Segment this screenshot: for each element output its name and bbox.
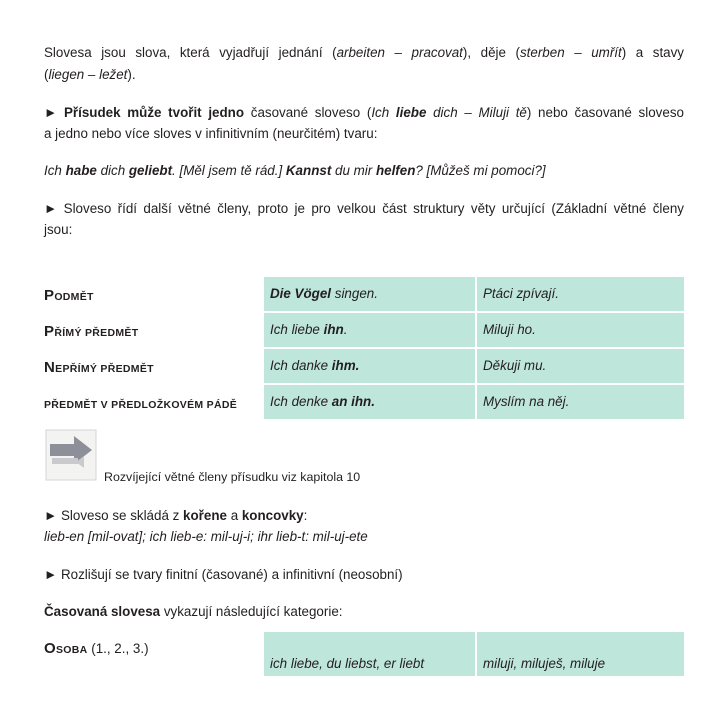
bold-text: ihn xyxy=(323,322,344,337)
text: ) a stavy xyxy=(621,45,684,60)
bold-text: ihm. xyxy=(331,358,360,373)
row-label xyxy=(44,287,94,304)
table-row-person xyxy=(44,632,684,676)
text: časované sloveso ( xyxy=(244,105,372,120)
text: . xyxy=(343,322,348,337)
text: : xyxy=(303,508,308,523)
row-label xyxy=(44,323,138,340)
text: Slovesa jsou slova, která vyjadřují jednání ( xyxy=(44,45,337,60)
bold-text: Přísudek může tvořit jedno xyxy=(63,105,245,120)
paragraph-finite-forms: ► Rozlišují se tvary finitní (časované) a infinitivní (neosobní) xyxy=(44,567,403,582)
text: ? [Můžeš mi pomoci?] xyxy=(415,163,546,178)
example-text: liegen – ležet xyxy=(48,67,128,82)
example-verb: Kannst xyxy=(285,163,332,178)
paragraph-predicate xyxy=(44,102,684,123)
example-verb: liebe xyxy=(395,105,427,120)
paragraph-categories xyxy=(44,601,684,622)
bold-text: kořene xyxy=(183,508,227,523)
paragraph-sentence-members-line2: jsou: xyxy=(44,222,73,237)
text: ► Sloveso se skládá z xyxy=(44,508,184,523)
label-cap: P xyxy=(44,323,55,340)
table-row xyxy=(44,349,684,385)
paragraph-root-ending xyxy=(44,505,684,526)
text: . [Měl jsem tě rád.] xyxy=(172,163,286,178)
label-cap: O xyxy=(44,640,56,657)
label-rest: EPŘÍMÝ PŘEDMĚT xyxy=(55,363,154,375)
german-example xyxy=(264,349,475,383)
arrow-right-icon xyxy=(44,428,98,482)
text: Ich liebe xyxy=(270,322,324,337)
bold-text: Časovaná slovesa xyxy=(44,604,161,619)
row-label xyxy=(44,359,154,376)
paragraph-sentence-members: ► Sloveso řídí další větné členy, proto je pro velkou část struktury věty určující (Základní větné členy xyxy=(44,201,684,216)
example-verb: habe xyxy=(65,163,97,178)
example-text: arbeiten – pracovat xyxy=(336,45,463,60)
text: dich xyxy=(96,163,129,178)
table-row xyxy=(44,313,684,349)
label-rest: SOBA xyxy=(55,644,88,656)
text: ), děje ( xyxy=(462,45,520,60)
table-row xyxy=(44,277,684,313)
bold-text: an ihn. xyxy=(331,394,375,409)
example-text: Ich xyxy=(371,105,396,120)
text: ). xyxy=(127,67,136,82)
text: singen. xyxy=(331,286,378,301)
text: du mir xyxy=(331,163,376,178)
example-segmentation: lieb-en [mil-ovat]; ich lieb-e: mil-uj-i; ihr lieb-t: mil-uj-ete xyxy=(44,529,368,544)
bold-text: Die Vögel xyxy=(270,286,332,301)
example-text: dich – Miluji tě xyxy=(426,105,527,120)
german-example xyxy=(264,385,475,419)
row-label xyxy=(44,395,237,412)
paragraph-intro-line2: (liegen – ležet). xyxy=(44,67,136,82)
czech-translation: Ptáci zpívají. xyxy=(477,277,684,311)
cross-reference: Rozvíjející větné členy přísudku viz kapitola 10 xyxy=(104,470,361,484)
text: Ich danke xyxy=(270,358,332,373)
label-rest: ODMĚT xyxy=(54,291,94,303)
text: Ich denke xyxy=(270,394,332,409)
german-example xyxy=(264,313,475,347)
bullet-arrow: ► xyxy=(44,105,58,120)
paragraph-intro xyxy=(44,42,684,63)
german-example: ich liebe, du liebst, er liebt xyxy=(264,632,475,676)
czech-translation: Myslím na něj. xyxy=(477,385,684,419)
label-rest: ŘÍMÝ PŘEDMĚT xyxy=(54,327,139,339)
text: Ich xyxy=(44,163,66,178)
text: vykazují následující kategorie: xyxy=(160,604,343,619)
example-verb: helfen xyxy=(375,163,416,178)
label-cap: P xyxy=(44,287,55,304)
czech-translation: Miluji ho. xyxy=(477,313,684,347)
row-label xyxy=(44,640,149,657)
bold-text: koncovky xyxy=(241,508,304,523)
label-rest: PŘEDMĚT V PŘEDLOŽKOVÉM PÁDĚ xyxy=(44,399,238,411)
example-text: sterben – umřít xyxy=(519,45,622,60)
example-sentences xyxy=(44,160,684,181)
example-verb: geliebt xyxy=(128,163,173,178)
paragraph-predicate-line2: a jedno nebo více sloves v infinitivním (neurčitém) tvaru: xyxy=(44,126,378,141)
czech-translation: Děkuji mu. xyxy=(477,349,684,383)
text: (1., 2., 3.) xyxy=(87,641,149,656)
german-example xyxy=(264,277,475,311)
label-cap: N xyxy=(44,359,56,376)
text: a xyxy=(226,508,242,523)
czech-translation: miluji, miluješ, miluje xyxy=(477,632,684,676)
text: ) nebo časované sloveso xyxy=(526,105,684,120)
table-row xyxy=(44,385,684,421)
